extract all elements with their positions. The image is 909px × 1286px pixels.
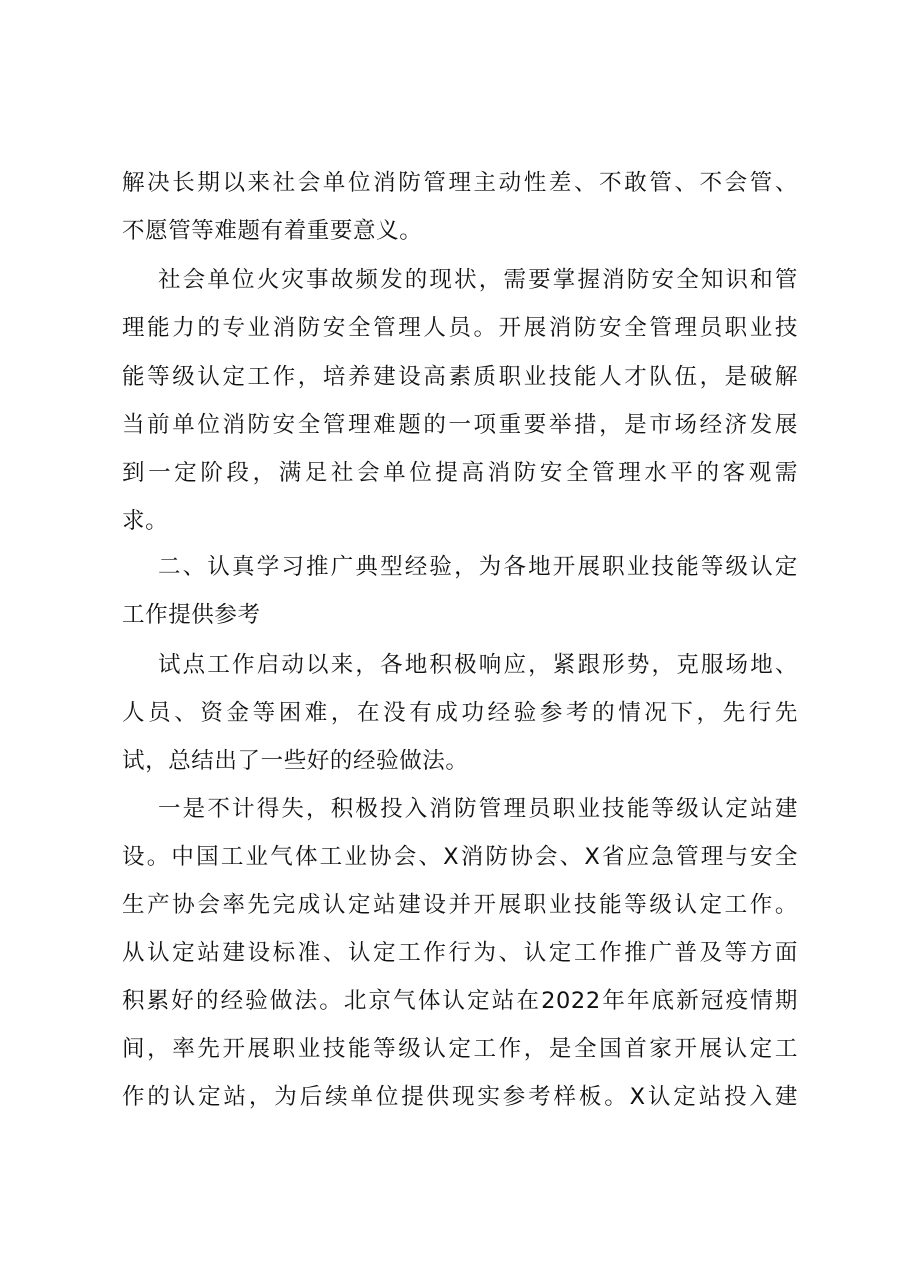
section-heading: 二、认真学习推广典型经验，为各地开展职业技能等级认定 [158,554,798,580]
text-line: 当前单位消防安全管理难题的一项重要举措，是市场经济发展 [122,412,798,438]
text-line: 试点工作启动以来，各地积极响应，紧跟形势，克服场地、 [158,652,798,678]
text-line: 试，总结出了一些好的经验做法。 [122,748,469,774]
text-line: 求。 [122,508,169,534]
text-line: 能等级认定工作，培养建设高素质职业技能人才队伍，是破解 [122,364,798,390]
text-line: 社会单位火灾事故频发的现状，需要掌握消防安全知识和管 [158,267,798,293]
text-line: 不愿管等难题有着重要意义。 [122,218,423,244]
text-line: 到一定阶段，满足社会单位提高消防安全管理水平的客观需 [122,460,798,486]
text-line: 生产协会率先完成认定站建设并开展职业技能等级认定工作。 [122,892,798,918]
text-line: 从认定站建设标准、认定工作行为、认定工作推广普及等方面 [122,940,798,966]
text-line: 人员、资金等困难，在没有成功经验参考的情况下，先行先 [122,700,798,726]
text-line: 设。中国工业气体工业协会、X消防协会、X省应急管理与安全 [122,844,798,870]
text-line: 间，率先开展职业技能等级认定工作，是全国首家开展认定工 [122,1036,798,1062]
text-line: 积累好的经验做法。北京气体认定站在2022年年底新冠疫情期 [122,988,798,1014]
text-line: 作的认定站，为后续单位提供现实参考样板。X认定站投入建 [122,1084,798,1110]
text-line: 解决长期以来社会单位消防管理主动性差、不敢管、不会管、 [122,170,798,196]
section-heading-continued: 工作提供参考 [122,602,261,628]
text-line: 一是不计得失，积极投入消防管理员职业技能等级认定站建 [158,796,798,822]
text-line: 理能力的专业消防安全管理人员。开展消防安全管理员职业技 [122,315,798,341]
